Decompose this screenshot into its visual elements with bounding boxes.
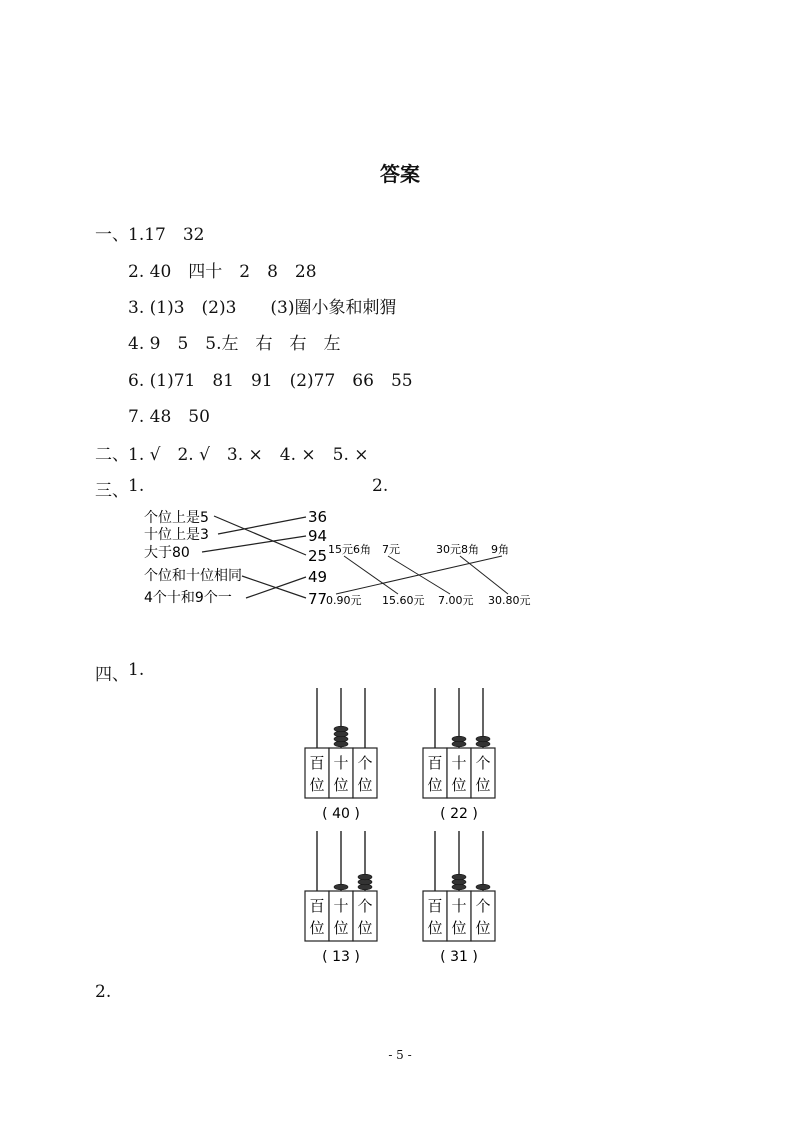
place-value-label: 个 bbox=[357, 897, 373, 915]
match-line bbox=[460, 556, 508, 594]
place-value-label: 个 bbox=[357, 754, 373, 772]
abacus-bead bbox=[358, 874, 372, 880]
match-line bbox=[336, 556, 502, 594]
abacus-bead bbox=[452, 874, 466, 880]
answer-line-1-5: 6. (1)71 81 91 (2)77 66 55 bbox=[128, 371, 413, 391]
place-value-label: 位 bbox=[333, 776, 349, 794]
place-value-label: 百 bbox=[309, 754, 325, 772]
match-left-item: 个位和十位相同 bbox=[144, 568, 242, 584]
abacus-caption: ( 13 ) bbox=[322, 949, 360, 965]
section-1-marker: 一、 bbox=[95, 225, 129, 245]
place-value-label: 十 bbox=[333, 754, 349, 772]
place-value-label: 百 bbox=[427, 897, 443, 915]
abacus-grid bbox=[295, 684, 515, 974]
answer-line-1-2: 2. 40 四十 2 8 28 bbox=[128, 262, 317, 282]
match-bottom-item: 30.80元 bbox=[488, 594, 531, 607]
abacus-caption: ( 31 ) bbox=[440, 949, 478, 965]
section-4-q1-label: 1. bbox=[128, 660, 145, 680]
place-value-label: 十 bbox=[451, 897, 467, 915]
section-3-marker: 三、 bbox=[95, 481, 129, 501]
place-value-label: 位 bbox=[357, 919, 373, 937]
answer-line-1-1: 1.17 32 bbox=[128, 225, 205, 245]
match-right-item: 94 bbox=[308, 527, 328, 545]
abacus-40 bbox=[305, 688, 377, 822]
matching-diagrams bbox=[130, 500, 550, 615]
place-value-label: 十 bbox=[333, 897, 349, 915]
place-value-label: 百 bbox=[427, 754, 443, 772]
place-value-label: 个 bbox=[475, 754, 491, 772]
section-2-marker: 二、 bbox=[95, 445, 129, 465]
abacus-caption: ( 40 ) bbox=[322, 806, 360, 822]
page-title: 答案 bbox=[380, 162, 420, 186]
match-right-item: 36 bbox=[308, 508, 328, 526]
place-value-label: 位 bbox=[427, 776, 443, 794]
place-value-label: 位 bbox=[309, 919, 325, 937]
abacus-bead bbox=[476, 736, 490, 742]
abacus-bead bbox=[334, 726, 348, 732]
section-3-q1-label: 1. bbox=[128, 476, 145, 496]
abacus-bead bbox=[476, 884, 490, 890]
match-right-item: 77 bbox=[308, 590, 328, 608]
abacus-22 bbox=[423, 688, 495, 822]
match-line bbox=[218, 517, 306, 534]
matching-q1 bbox=[144, 508, 327, 608]
place-value-label: 十 bbox=[451, 754, 467, 772]
match-left-item: 大于80 bbox=[144, 545, 190, 561]
abacus-caption: ( 22 ) bbox=[440, 806, 478, 822]
match-line bbox=[242, 576, 306, 598]
place-value-label: 位 bbox=[475, 776, 491, 794]
match-left-item: 十位上是3 bbox=[144, 527, 209, 543]
place-value-label: 位 bbox=[333, 919, 349, 937]
answer-line-1-6: 7. 48 50 bbox=[128, 407, 210, 427]
place-value-label: 位 bbox=[427, 919, 443, 937]
place-value-label: 位 bbox=[451, 919, 467, 937]
place-value-label: 位 bbox=[357, 776, 373, 794]
abacus-bead bbox=[334, 884, 348, 890]
matching-q2 bbox=[326, 542, 531, 607]
page-number: - 5 - bbox=[388, 1048, 412, 1062]
section-2-answers: 1. √ 2. √ 3. × 4. × 5. × bbox=[128, 445, 369, 465]
match-top-item: 7元 bbox=[382, 543, 400, 556]
abacus-bead bbox=[452, 736, 466, 742]
place-value-label: 位 bbox=[451, 776, 467, 794]
place-value-label: 百 bbox=[309, 897, 325, 915]
section-4-q2-label: 2. bbox=[95, 982, 112, 1002]
match-right-item: 49 bbox=[308, 568, 328, 586]
answer-line-1-4: 4. 9 5 5.左 右 右 左 bbox=[128, 334, 341, 354]
place-value-label: 位 bbox=[475, 919, 491, 937]
place-value-label: 位 bbox=[309, 776, 325, 794]
answer-line-1-3: 3. (1)3 (2)3 (3)圈小象和刺猬 bbox=[128, 298, 397, 318]
section-3-q2-label: 2. bbox=[372, 476, 389, 496]
match-bottom-item: 15.60元 bbox=[382, 594, 425, 607]
match-bottom-item: 0.90元 bbox=[326, 594, 362, 607]
match-line bbox=[344, 556, 398, 594]
section-4-marker: 四、 bbox=[95, 665, 129, 685]
abacus-13 bbox=[305, 831, 377, 965]
match-right-item: 25 bbox=[308, 547, 328, 565]
match-left-item: 4个十和9个一 bbox=[144, 590, 232, 606]
match-bottom-item: 7.00元 bbox=[438, 594, 474, 607]
place-value-label: 个 bbox=[475, 897, 491, 915]
match-top-item: 15元6角 bbox=[328, 543, 371, 556]
match-top-item: 30元8角 bbox=[436, 543, 479, 556]
match-line bbox=[214, 516, 306, 555]
match-left-item: 个位上是5 bbox=[144, 510, 209, 526]
match-top-item: 9角 bbox=[491, 543, 509, 556]
match-line bbox=[202, 536, 306, 552]
abacus-31 bbox=[423, 831, 495, 965]
